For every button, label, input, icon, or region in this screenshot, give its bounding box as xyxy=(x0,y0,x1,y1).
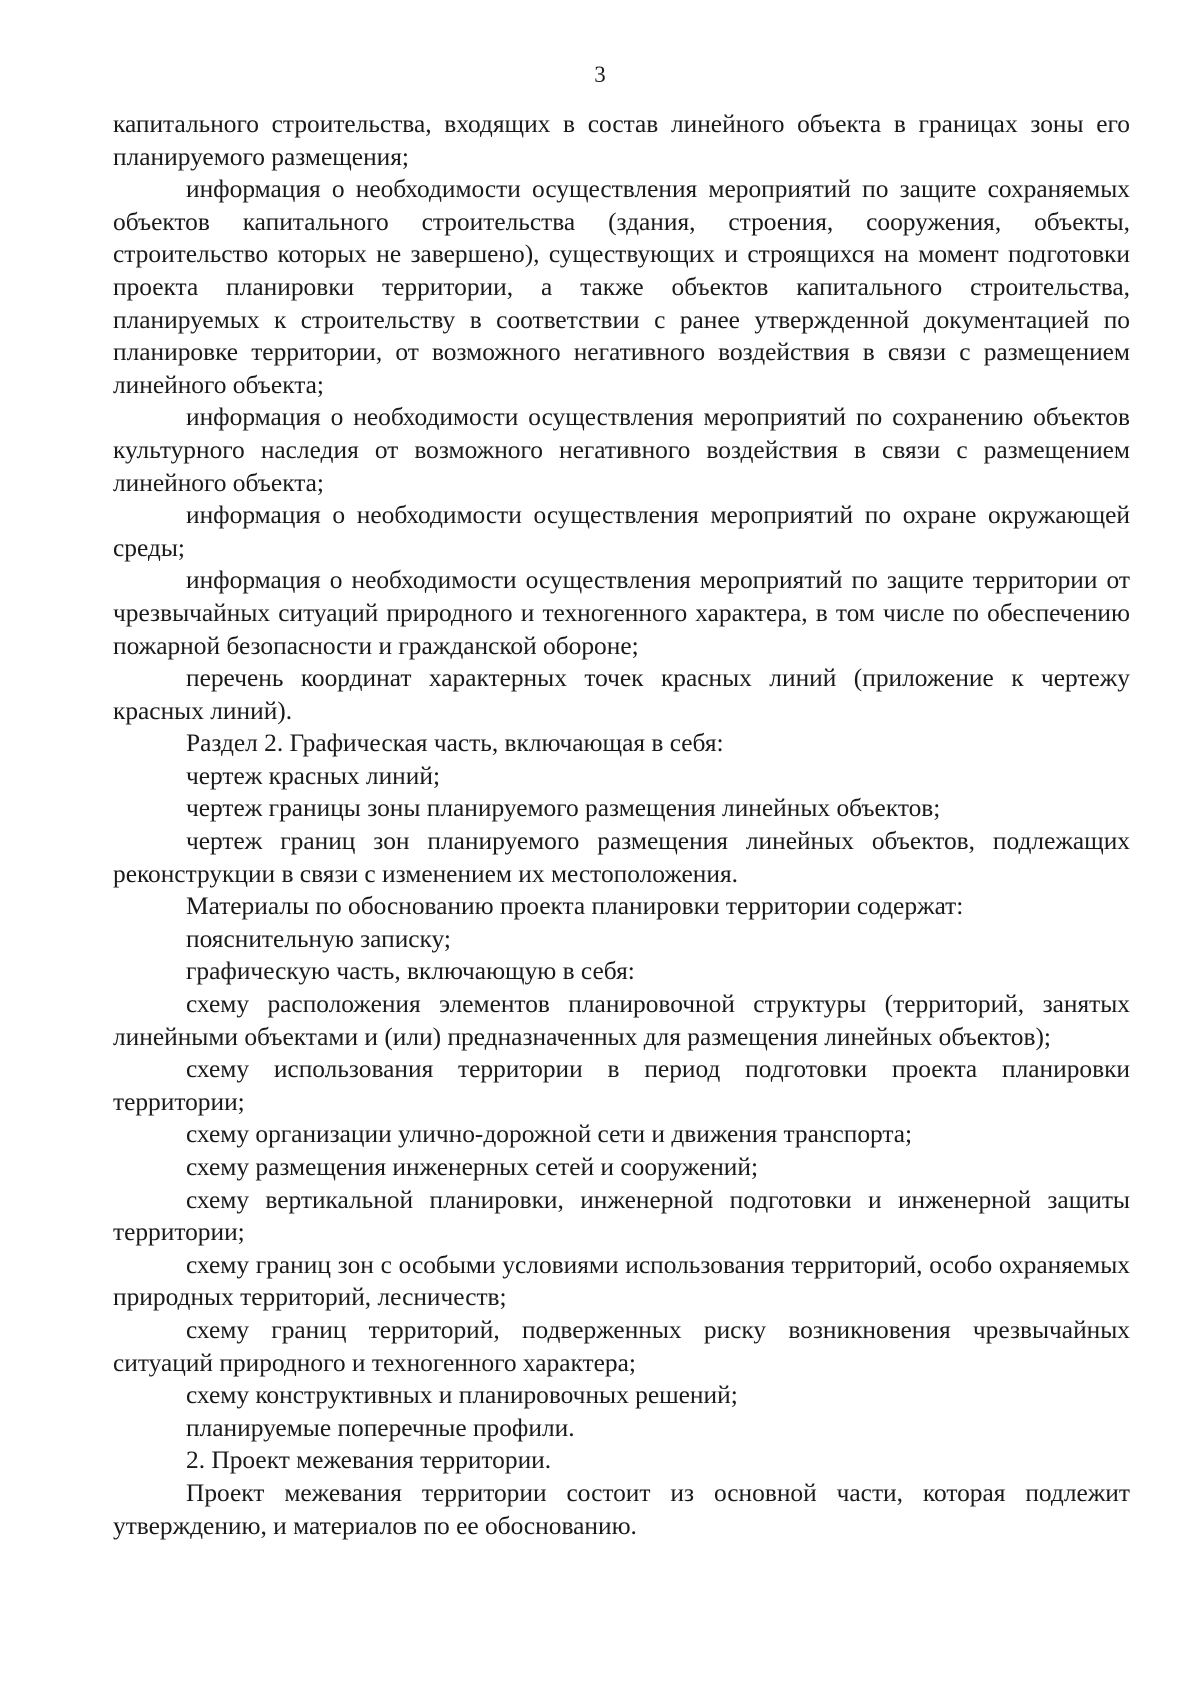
list-item: чертеж красных линий; xyxy=(186,761,440,790)
list-item: схему размещения инженерных сетей и сооружений; xyxy=(186,1153,759,1181)
section-heading: Раздел 2. Графическая часть, включающая в себя: xyxy=(186,729,724,758)
section-heading: 2. Проект межевания территории. xyxy=(186,1446,552,1475)
list-item: схему использования территории в период подготовки проекта планировки территории; xyxy=(113,1055,1130,1116)
document-body xyxy=(113,108,1130,1542)
list-item: схему расположения элементов планировочной структуры (территорий, занятых линейными объектами и (или) предназначенных для размещения линейных объектов); xyxy=(113,990,1130,1051)
paragraph: перечень координат характерных точек красных линий (приложение к чертежу красных линий). xyxy=(113,664,1130,725)
paragraph: информация о необходимости осуществления мероприятий по сохранению объектов культурного наследия от возможного негативного воздействия в связи с размещением линейного объекта; xyxy=(113,403,1130,497)
list-item: чертеж границ зон планируемого размещения линейных объектов, подлежащих реконструкции в связи с изменением их местоположения. xyxy=(113,827,1130,888)
list-item: схему границ территорий, подверженных риску возникновения чрезвычайных ситуаций природного и техногенного характера; xyxy=(113,1315,1130,1377)
paragraph: информация о необходимости осуществления мероприятий по защите сохраняемых объектов капитального строительства (здания, строения, сооружения, объекты, строительство которых не завершено), существующих и строящихся на момент подготовки проекта планировки территории, а также объектов капитального строительства, планируемых к строительству в соответствии с ранее утвержденной документацией по планировке территории, от возможного негативного воздействия в связи с размещением линейного объекта; xyxy=(113,175,1130,399)
paragraph: информация о необходимости осуществления мероприятий по защите территории от чрезвычайных ситуаций природного и техногенного характера, в том числе по обеспечению пожарной безопасности и гражданской обороне; xyxy=(113,566,1130,660)
list-item: графическую часть, включающую в себя: xyxy=(186,957,635,986)
paragraph: Проект межевания территории состоит из основной части, которая подлежит утверждению, и материалов по ее обоснованию. xyxy=(113,1478,1130,1540)
list-item: схему вертикальной планировки, инженерной подготовки и инженерной защиты территории; xyxy=(113,1185,1130,1247)
list-item: схему организации улично-дорожной сети и движения транспорта; xyxy=(186,1120,913,1149)
list-item: схему границ зон с особыми условиями использования территорий, особо охраняемых природных территорий, лесничеств; xyxy=(113,1250,1130,1312)
page-number: 3 xyxy=(594,62,606,87)
paragraph: Материалы по обоснованию проекта планировки территории содержат: xyxy=(186,892,964,921)
paragraph: капитального строительства, входящих в состав линейного объекта в границах зоны его планируемого размещения; xyxy=(113,110,1130,171)
list-item: схему конструктивных и планировочных решений; xyxy=(186,1381,738,1410)
list-item: чертеж границы зоны планируемого размещения линейных объектов; xyxy=(186,794,941,823)
list-item: пояснительную записку; xyxy=(186,924,451,953)
list-item: планируемые поперечные профили. xyxy=(186,1413,575,1442)
paragraph: информация о необходимости осуществления мероприятий по охране окружающей среды; xyxy=(113,501,1130,562)
